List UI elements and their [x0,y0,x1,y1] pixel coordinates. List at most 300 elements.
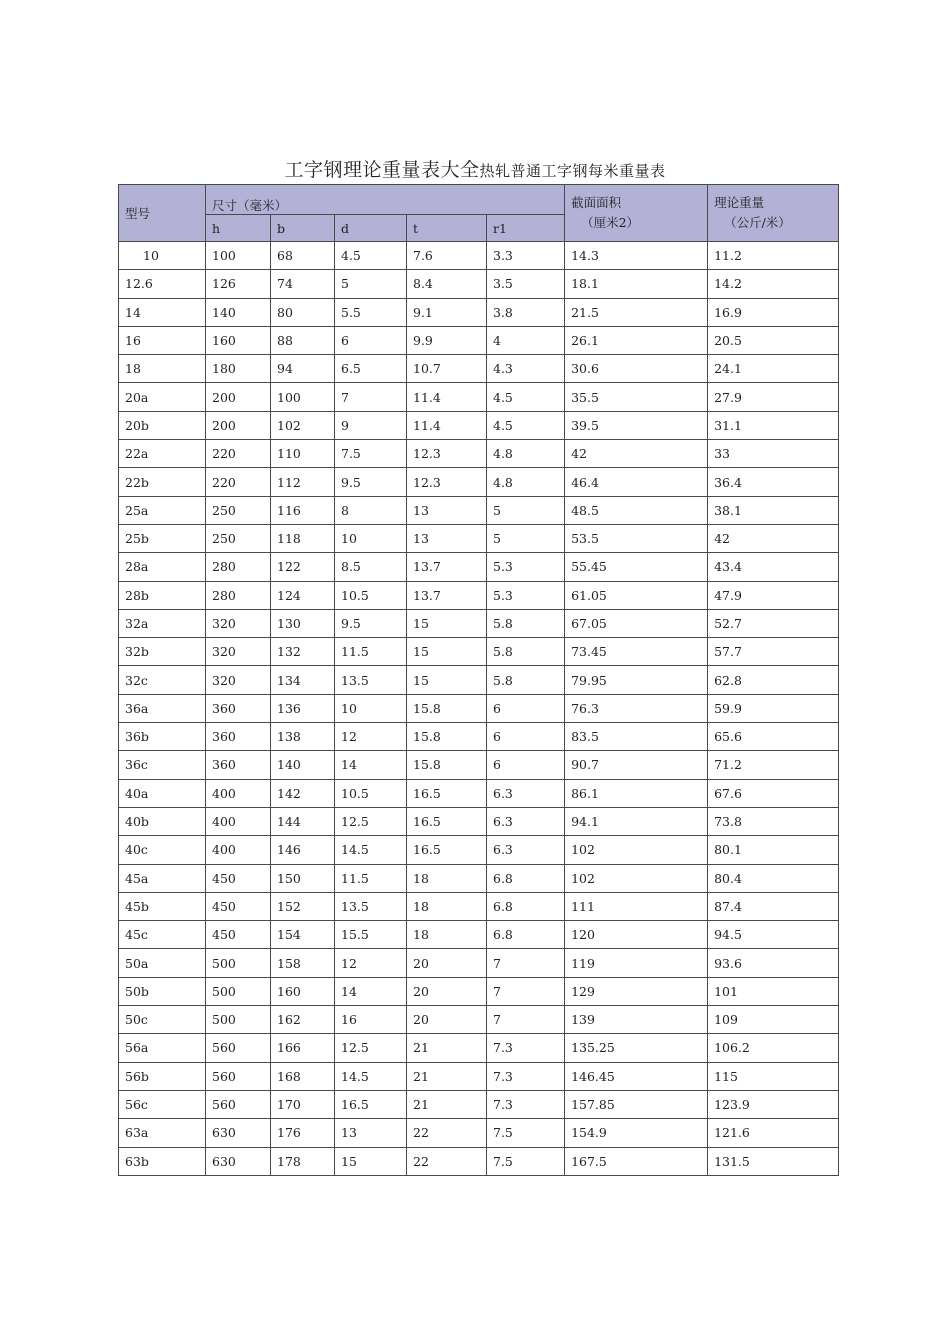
cell-t: 22 [407,1147,487,1175]
cell-t: 13.7 [407,581,487,609]
cell-h: 180 [206,355,271,383]
table-row [119,638,839,666]
cell-weight: 42 [708,524,839,552]
table-row [119,298,839,326]
table-row [119,694,839,722]
cell-weight: 73.8 [708,807,839,835]
cell-model: 40c [119,836,206,864]
cell-r1: 6 [487,694,565,722]
cell-t: 7.6 [407,242,487,270]
cell-r1: 4.5 [487,411,565,439]
cell-model: 20a [119,383,206,411]
table-row [119,921,839,949]
table-row [119,723,839,751]
table-row [119,1090,839,1118]
cell-area: 83.5 [565,723,708,751]
cell-d: 8 [335,496,407,524]
cell-t: 13 [407,524,487,552]
cell-t: 16.5 [407,779,487,807]
cell-model: 18 [119,355,206,383]
cell-r1: 5.8 [487,609,565,637]
cell-area: 139 [565,1006,708,1034]
cell-area: 76.3 [565,694,708,722]
header-h: h [206,215,271,242]
table-row [119,326,839,354]
cell-weight: 101 [708,977,839,1005]
cell-weight: 87.4 [708,892,839,920]
cell-d: 13.5 [335,892,407,920]
cell-d: 13.5 [335,666,407,694]
cell-b: 170 [271,1090,335,1118]
cell-h: 140 [206,298,271,326]
cell-h: 500 [206,977,271,1005]
cell-t: 11.4 [407,383,487,411]
table-row [119,779,839,807]
cell-t: 12.3 [407,440,487,468]
table-row [119,977,839,1005]
cell-d: 11.5 [335,638,407,666]
cell-h: 280 [206,581,271,609]
cell-r1: 6.3 [487,836,565,864]
cell-h: 630 [206,1147,271,1175]
header-model: 型号 [119,185,206,242]
cell-t: 21 [407,1034,487,1062]
cell-h: 360 [206,751,271,779]
cell-area: 167.5 [565,1147,708,1175]
cell-t: 16.5 [407,836,487,864]
cell-r1: 5.3 [487,553,565,581]
cell-model: 36a [119,694,206,722]
cell-weight: 106.2 [708,1034,839,1062]
cell-area: 90.7 [565,751,708,779]
cell-model: 50b [119,977,206,1005]
cell-b: 158 [271,949,335,977]
cell-r1: 5.3 [487,581,565,609]
cell-t: 18 [407,864,487,892]
cell-h: 250 [206,524,271,552]
cell-weight: 52.7 [708,609,839,637]
cell-area: 55.45 [565,553,708,581]
header-row-1 [119,185,839,215]
cell-b: 88 [271,326,335,354]
title-subtitle: 热轧普通工字钢每米重量表 [479,162,666,180]
cell-b: 100 [271,383,335,411]
cell-h: 400 [206,779,271,807]
cell-t: 9.1 [407,298,487,326]
cell-t: 13 [407,496,487,524]
cell-d: 16 [335,1006,407,1034]
cell-weight: 131.5 [708,1147,839,1175]
cell-r1: 7.3 [487,1062,565,1090]
cell-h: 100 [206,242,271,270]
cell-d: 12 [335,723,407,751]
header-dimensions: 尺寸（毫米） [206,185,565,215]
cell-t: 15 [407,609,487,637]
cell-b: 110 [271,440,335,468]
cell-b: 168 [271,1062,335,1090]
cell-model: 10 [119,242,206,270]
cell-r1: 6 [487,723,565,751]
cell-weight: 20.5 [708,326,839,354]
cell-area: 53.5 [565,524,708,552]
cell-model: 45a [119,864,206,892]
cell-h: 320 [206,666,271,694]
cell-model: 45b [119,892,206,920]
table-row [119,1034,839,1062]
cell-d: 14 [335,977,407,1005]
cell-area: 94.1 [565,807,708,835]
cell-d: 10 [335,524,407,552]
cell-model: 20b [119,411,206,439]
table-row [119,807,839,835]
title-main: 工字钢理论重量表大全 [284,159,480,181]
header-r1: r1 [487,215,565,242]
cell-area: 30.6 [565,355,708,383]
table-row [119,892,839,920]
cell-model: 14 [119,298,206,326]
cell-weight: 123.9 [708,1090,839,1118]
cell-r1: 4 [487,326,565,354]
cell-model: 56a [119,1034,206,1062]
cell-area: 111 [565,892,708,920]
cell-b: 80 [271,298,335,326]
cell-weight: 14.2 [708,270,839,298]
cell-t: 20 [407,1006,487,1034]
cell-t: 18 [407,892,487,920]
cell-d: 16.5 [335,1090,407,1118]
cell-h: 280 [206,553,271,581]
table-row [119,524,839,552]
cell-d: 5.5 [335,298,407,326]
cell-weight: 36.4 [708,468,839,496]
cell-b: 124 [271,581,335,609]
cell-b: 152 [271,892,335,920]
table-row [119,1147,839,1175]
cell-d: 15.5 [335,921,407,949]
cell-weight: 16.9 [708,298,839,326]
header-area [565,185,708,242]
table-body [119,242,839,1176]
cell-model: 32c [119,666,206,694]
cell-model: 22a [119,440,206,468]
cell-r1: 7 [487,949,565,977]
cell-t: 16.5 [407,807,487,835]
cell-h: 250 [206,496,271,524]
cell-b: 102 [271,411,335,439]
cell-d: 5 [335,270,407,298]
cell-d: 9.5 [335,609,407,637]
cell-h: 360 [206,694,271,722]
cell-h: 560 [206,1034,271,1062]
cell-h: 360 [206,723,271,751]
table-row [119,864,839,892]
cell-r1: 6.8 [487,921,565,949]
cell-r1: 4.5 [487,383,565,411]
header-b: b [271,215,335,242]
cell-d: 12 [335,949,407,977]
cell-model: 40a [119,779,206,807]
cell-b: 176 [271,1119,335,1147]
cell-t: 8.4 [407,270,487,298]
cell-area: 79.95 [565,666,708,694]
cell-h: 450 [206,921,271,949]
cell-area: 154.9 [565,1119,708,1147]
cell-model: 56c [119,1090,206,1118]
cell-b: 68 [271,242,335,270]
cell-model: 32b [119,638,206,666]
table-row [119,242,839,270]
cell-area: 42 [565,440,708,468]
header-d: d [335,215,407,242]
cell-model: 28a [119,553,206,581]
cell-model: 16 [119,326,206,354]
cell-r1: 7.5 [487,1119,565,1147]
cell-h: 560 [206,1062,271,1090]
cell-b: 150 [271,864,335,892]
cell-model: 63a [119,1119,206,1147]
cell-d: 15 [335,1147,407,1175]
cell-d: 7.5 [335,440,407,468]
cell-d: 11.5 [335,864,407,892]
cell-area: 129 [565,977,708,1005]
cell-model: 50a [119,949,206,977]
cell-b: 130 [271,609,335,637]
cell-d: 13 [335,1119,407,1147]
cell-d: 10.5 [335,581,407,609]
cell-h: 220 [206,468,271,496]
cell-d: 7 [335,383,407,411]
cell-weight: 115 [708,1062,839,1090]
cell-model: 22b [119,468,206,496]
table-row [119,553,839,581]
cell-r1: 4.8 [487,440,565,468]
header-weight [708,185,839,242]
cell-model: 28b [119,581,206,609]
cell-d: 9 [335,411,407,439]
cell-h: 200 [206,383,271,411]
cell-area: 48.5 [565,496,708,524]
table-row [119,411,839,439]
cell-area: 18.1 [565,270,708,298]
cell-b: 140 [271,751,335,779]
cell-r1: 5.8 [487,638,565,666]
cell-b: 178 [271,1147,335,1175]
cell-h: 500 [206,1006,271,1034]
cell-t: 22 [407,1119,487,1147]
cell-area: 119 [565,949,708,977]
cell-weight: 43.4 [708,553,839,581]
cell-h: 126 [206,270,271,298]
cell-d: 14.5 [335,836,407,864]
table-row [119,609,839,637]
table-row [119,496,839,524]
cell-d: 9.5 [335,468,407,496]
cell-h: 160 [206,326,271,354]
cell-weight: 24.1 [708,355,839,383]
cell-weight: 65.6 [708,723,839,751]
cell-t: 15.8 [407,694,487,722]
table-row [119,1006,839,1034]
cell-t: 21 [407,1090,487,1118]
cell-h: 320 [206,609,271,637]
cell-weight: 27.9 [708,383,839,411]
cell-weight: 38.1 [708,496,839,524]
cell-area: 21.5 [565,298,708,326]
cell-b: 134 [271,666,335,694]
cell-model: 32a [119,609,206,637]
cell-weight: 67.6 [708,779,839,807]
table-row [119,270,839,298]
cell-t: 9.9 [407,326,487,354]
table-row [119,751,839,779]
cell-d: 10 [335,694,407,722]
cell-weight: 80.4 [708,864,839,892]
cell-area: 61.05 [565,581,708,609]
cell-weight: 71.2 [708,751,839,779]
header-area-line2: （厘米2） [581,215,640,230]
cell-b: 74 [271,270,335,298]
cell-area: 67.05 [565,609,708,637]
cell-r1: 4.8 [487,468,565,496]
cell-d: 14.5 [335,1062,407,1090]
table-row [119,581,839,609]
cell-h: 560 [206,1090,271,1118]
table-row [119,1062,839,1090]
cell-area: 146.45 [565,1062,708,1090]
cell-area: 135.25 [565,1034,708,1062]
cell-h: 200 [206,411,271,439]
cell-d: 12.5 [335,807,407,835]
cell-area: 86.1 [565,779,708,807]
cell-model: 40b [119,807,206,835]
cell-t: 13.7 [407,553,487,581]
cell-h: 320 [206,638,271,666]
cell-weight: 121.6 [708,1119,839,1147]
cell-model: 12.6 [119,270,206,298]
cell-r1: 6.3 [487,779,565,807]
cell-weight: 94.5 [708,921,839,949]
cell-area: 39.5 [565,411,708,439]
header-t: t [407,215,487,242]
cell-b: 116 [271,496,335,524]
cell-b: 112 [271,468,335,496]
cell-d: 6 [335,326,407,354]
page-title [0,155,950,182]
cell-t: 15 [407,666,487,694]
cell-model: 50c [119,1006,206,1034]
cell-weight: 62.8 [708,666,839,694]
cell-t: 20 [407,977,487,1005]
cell-r1: 4.3 [487,355,565,383]
table-header [119,185,839,242]
cell-d: 12.5 [335,1034,407,1062]
cell-weight: 33 [708,440,839,468]
cell-model: 63b [119,1147,206,1175]
cell-t: 15.8 [407,723,487,751]
table-row [119,383,839,411]
cell-b: 94 [271,355,335,383]
cell-area: 102 [565,864,708,892]
cell-weight: 93.6 [708,949,839,977]
table-row [119,949,839,977]
cell-r1: 7.3 [487,1034,565,1062]
cell-t: 10.7 [407,355,487,383]
cell-b: 138 [271,723,335,751]
cell-h: 450 [206,892,271,920]
header-area-line1: 截面面积 [571,195,622,210]
cell-h: 500 [206,949,271,977]
cell-r1: 7 [487,977,565,1005]
cell-d: 6.5 [335,355,407,383]
cell-b: 162 [271,1006,335,1034]
cell-t: 20 [407,949,487,977]
cell-d: 10.5 [335,779,407,807]
table-row [119,440,839,468]
cell-b: 122 [271,553,335,581]
cell-area: 102 [565,836,708,864]
cell-r1: 6.3 [487,807,565,835]
table-row [119,355,839,383]
cell-h: 400 [206,807,271,835]
cell-b: 142 [271,779,335,807]
cell-r1: 3.8 [487,298,565,326]
cell-weight: 47.9 [708,581,839,609]
cell-r1: 5 [487,496,565,524]
cell-weight: 80.1 [708,836,839,864]
table-row [119,666,839,694]
cell-b: 154 [271,921,335,949]
cell-r1: 5 [487,524,565,552]
cell-t: 15 [407,638,487,666]
cell-d: 4.5 [335,242,407,270]
cell-r1: 7 [487,1006,565,1034]
cell-b: 118 [271,524,335,552]
cell-weight: 59.9 [708,694,839,722]
cell-b: 132 [271,638,335,666]
cell-r1: 6 [487,751,565,779]
cell-d: 14 [335,751,407,779]
cell-h: 450 [206,864,271,892]
cell-r1: 7.3 [487,1090,565,1118]
table-row [119,836,839,864]
header-weight-line1: 理论重量 [714,195,765,210]
cell-weight: 31.1 [708,411,839,439]
cell-b: 144 [271,807,335,835]
cell-weight: 11.2 [708,242,839,270]
cell-t: 12.3 [407,468,487,496]
cell-r1: 6.8 [487,864,565,892]
cell-model: 56b [119,1062,206,1090]
cell-area: 26.1 [565,326,708,354]
cell-model: 36c [119,751,206,779]
cell-weight: 57.7 [708,638,839,666]
cell-r1: 7.5 [487,1147,565,1175]
cell-area: 14.3 [565,242,708,270]
cell-r1: 6.8 [487,892,565,920]
cell-t: 11.4 [407,411,487,439]
cell-model: 25a [119,496,206,524]
table-row [119,468,839,496]
cell-area: 120 [565,921,708,949]
cell-model: 25b [119,524,206,552]
cell-h: 630 [206,1119,271,1147]
cell-weight: 109 [708,1006,839,1034]
cell-r1: 3.5 [487,270,565,298]
cell-area: 46.4 [565,468,708,496]
cell-area: 73.45 [565,638,708,666]
cell-b: 160 [271,977,335,1005]
cell-b: 146 [271,836,335,864]
